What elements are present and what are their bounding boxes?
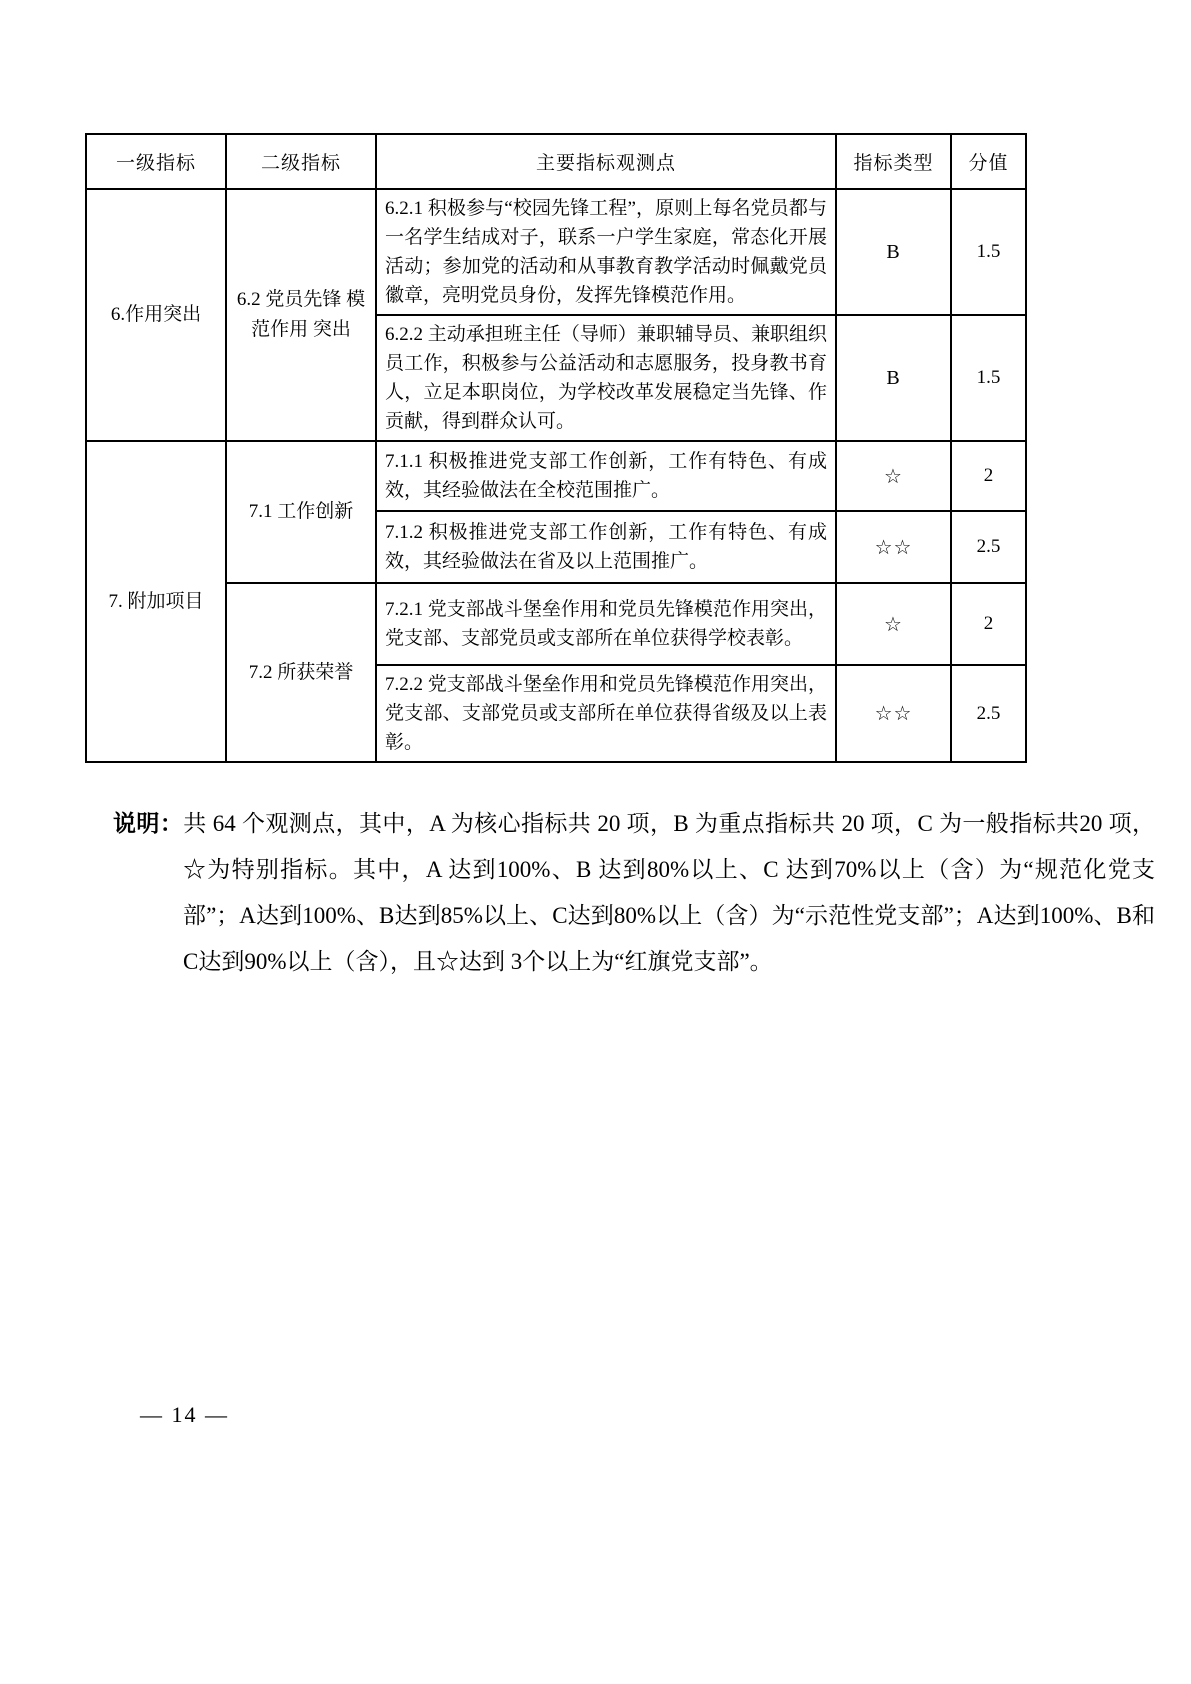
header-observation: 主要指标观测点 (376, 134, 836, 189)
type-cell-7-1-1: ☆ (836, 441, 951, 511)
header-score: 分值 (951, 134, 1026, 189)
level2-cell-7-2: 7.2 所获荣誉 (226, 583, 376, 762)
level2-cell-6-2: 6.2 党员先锋 模范作用 突出 (226, 189, 376, 441)
observation-cell-6-2-2: 6.2.2 主动承担班主任（导师）兼职辅导员、兼职组织员工作，积极参与公益活动和志愿服务，投身教书育人，立足本职岗位，为学校改革发展稳定当先锋、作贡献，得到群众认可。 (376, 315, 836, 441)
note-label: 说明： (113, 810, 184, 836)
header-level2: 二级指标 (226, 134, 376, 189)
type-cell-7-2-2: ☆☆ (836, 665, 951, 762)
page-number: — 14 — (140, 1402, 229, 1427)
table-row (86, 189, 1026, 315)
level1-cell-6: 6.作用突出 (86, 189, 226, 441)
observation-cell-7-2-2: 7.2.2 党支部战斗堡垒作用和党员先锋模范作用突出，党支部、支部党员或支部所在单位获得省级及以上表彰。 (376, 665, 836, 762)
type-cell-7-1-2: ☆☆ (836, 511, 951, 583)
level2-cell-7-1: 7.1 工作创新 (226, 441, 376, 583)
observation-cell-6-2-1: 6.2.1 积极参与“校园先锋工程”，原则上每名党员都与一名学生结成对子，联系一户学生家庭，常态化开展活动；参加党的活动和从事教育教学活动时佩戴党员徽章，亮明党员身份，发挥先锋模范作用。 (376, 189, 836, 315)
score-cell-7-1-1: 2 (951, 441, 1026, 511)
score-cell-7-1-2: 2.5 (951, 511, 1026, 583)
note-text: 共 64 个观测点，其中，A 为核心指标共 20 项，B 为重点指标共 20 项，C 为一般指标共20 项，☆为特别指标。其中，A 达到100%、B 达到80%以上、C 达到70%以上（含）为“规范化党支部”；A达到100%、B达到85%以上、C达到80%以上（含）为“示范性党支部”；A达到100%、B和C达到90%以上（含），且☆达到 3个以上为“红旗党支部”。 (183, 811, 1155, 974)
type-cell-6-2-2: B (836, 315, 951, 441)
observation-cell-7-2-1: 7.2.1 党支部战斗堡垒作用和党员先锋模范作用突出，党支部、支部党员或支部所在单位获得学校表彰。 (376, 583, 836, 665)
type-cell-7-2-1: ☆ (836, 583, 951, 665)
header-type: 指标类型 (836, 134, 951, 189)
note-paragraph (113, 800, 1155, 985)
table-header-row (86, 134, 1026, 189)
observation-cell-7-1-2: 7.1.2 积极推进党支部工作创新，工作有特色、有成效，其经验做法在省及以上范围推广。 (376, 511, 836, 583)
header-level1: 一级指标 (86, 134, 226, 189)
score-cell-7-2-2: 2.5 (951, 665, 1026, 762)
level1-cell-7: 7. 附加项目 (86, 441, 226, 762)
indicator-table (85, 133, 1027, 763)
table-row (86, 583, 1026, 665)
observation-cell-7-1-1: 7.1.1 积极推进党支部工作创新，工作有特色、有成效，其经验做法在全校范围推广。 (376, 441, 836, 511)
type-cell-6-2-1: B (836, 189, 951, 315)
table-row (86, 441, 1026, 511)
score-cell-6-2-2: 1.5 (951, 315, 1026, 441)
score-cell-7-2-1: 2 (951, 583, 1026, 665)
score-cell-6-2-1: 1.5 (951, 189, 1026, 315)
